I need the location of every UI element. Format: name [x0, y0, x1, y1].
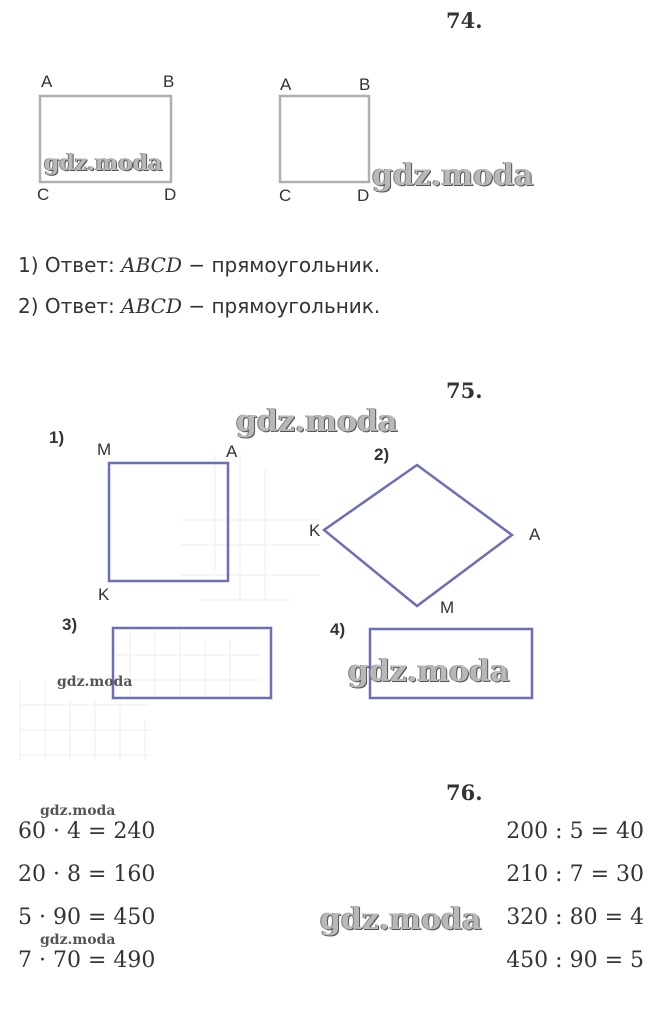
watermark: gdz.moda: [320, 902, 482, 937]
vertex-label-d: D: [164, 185, 177, 204]
vertex-label-a: A: [226, 442, 238, 461]
vertex-label-k: K: [98, 585, 110, 604]
equation-right-4: 450 : 90 = 5: [506, 948, 644, 973]
task-74-number: 74.: [446, 8, 483, 33]
vertex-label-c: C: [279, 186, 292, 205]
answer-prefix: 2) Ответ:: [18, 294, 122, 318]
equation-left-2: 20 · 8 = 160: [18, 862, 156, 887]
task-75-number: 75.: [446, 378, 483, 403]
vertex-label-d: D: [357, 186, 370, 205]
equation-right-1: 200 : 5 = 40: [506, 819, 644, 844]
equation-left-1: 60 · 4 = 240: [18, 819, 156, 844]
vertex-label-m: M: [97, 440, 112, 459]
vertex-label-a: A: [280, 75, 292, 94]
equation-right-3: 320 : 80 = 4: [506, 905, 644, 930]
watermark: gdz.moda: [372, 158, 534, 193]
vertex-label-m: M: [440, 598, 455, 617]
watermark: gdz.moda: [40, 932, 116, 948]
background-grid-decor: [20, 455, 320, 760]
rectangle-abcd-2: [280, 96, 369, 182]
square-mak: [109, 463, 228, 581]
vertex-label-k: K: [309, 521, 321, 540]
vertex-label-c: C: [37, 185, 50, 204]
answer-line-2: [18, 294, 380, 318]
vertex-label-a: A: [529, 525, 541, 544]
figure-index-3: 3): [62, 615, 78, 634]
rhombus-kam: [324, 465, 512, 606]
equation-left-4: 7 · 70 = 490: [18, 948, 156, 973]
answer-figure-name: ABCD: [121, 294, 182, 318]
figure-index-4: 4): [330, 620, 346, 639]
vertex-label-a: A: [41, 72, 53, 91]
vertex-label-b: B: [163, 72, 175, 91]
rectangle-3: [113, 628, 271, 698]
watermark: gdz.moda: [40, 803, 116, 819]
answer-suffix: − прямоугольник.: [181, 253, 381, 277]
answer-suffix: − прямоугольник.: [181, 294, 381, 318]
equation-right-2: 210 : 7 = 30: [506, 862, 644, 887]
figure-index-1: 1): [49, 428, 65, 447]
vertex-label-b: B: [359, 75, 371, 94]
answer-figure-name: ABCD: [121, 253, 182, 277]
answer-prefix: 1) Ответ:: [18, 253, 122, 277]
watermark: gdz.moda: [348, 654, 510, 689]
watermark: gdz.moda: [57, 674, 133, 690]
figure-index-2: 2): [374, 445, 390, 464]
task-76-number: 76.: [446, 780, 483, 805]
watermark: gdz.moda: [236, 404, 398, 439]
equation-left-3: 5 · 90 = 450: [18, 905, 156, 930]
answer-line-1: [18, 253, 380, 277]
watermark: gdz.moda: [44, 150, 163, 176]
